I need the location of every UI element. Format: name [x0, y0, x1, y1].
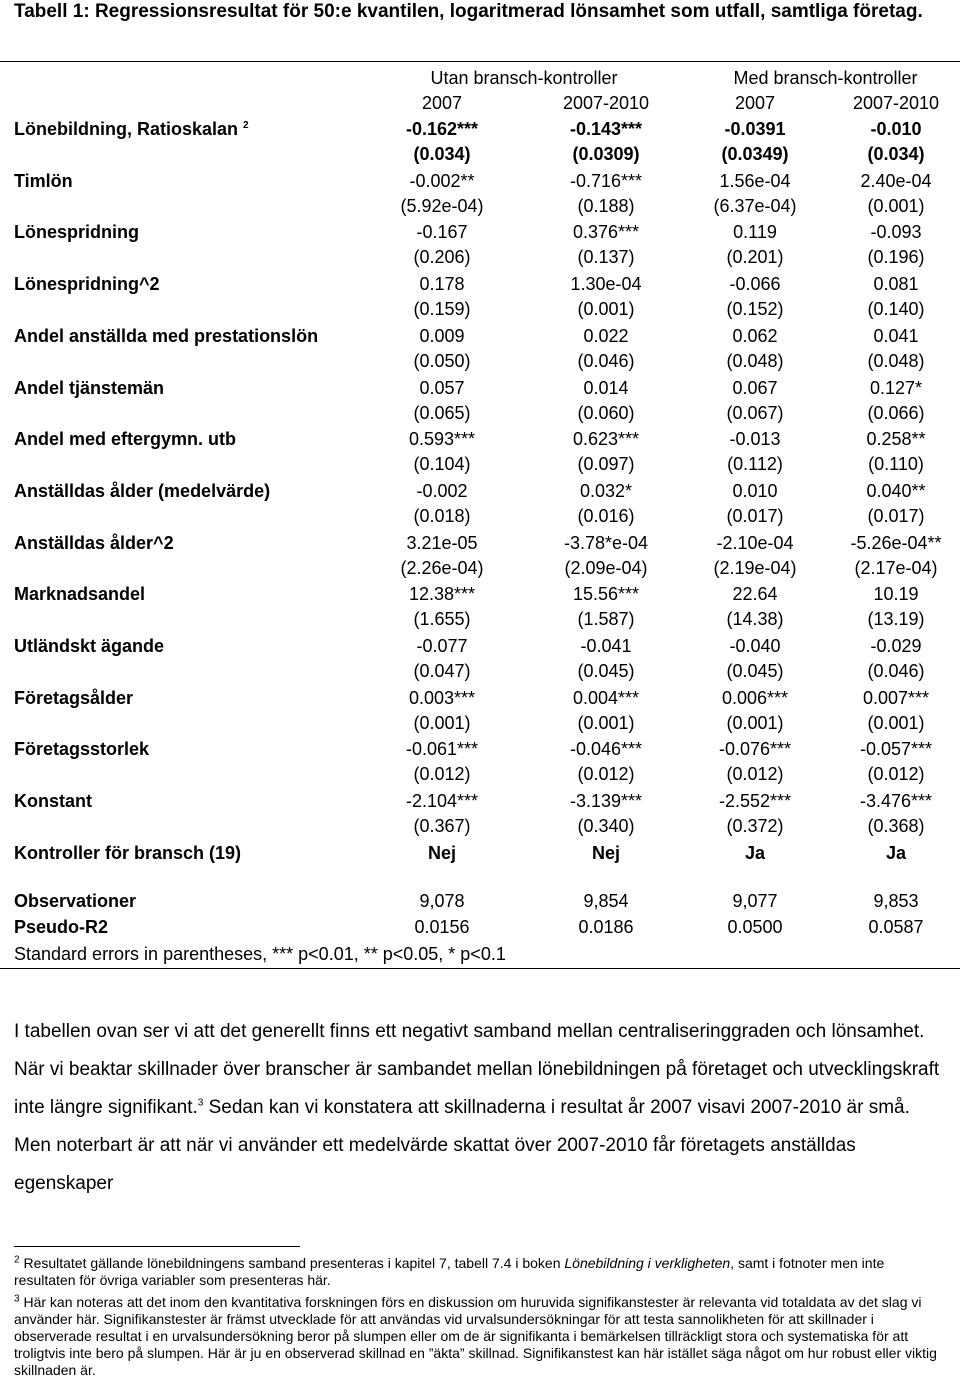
row-label [14, 583, 145, 605]
coef-cell: 0.127* [869, 378, 923, 398]
coef-cell: 2.40e-04 [860, 171, 932, 191]
observations-cell: 9,854 [583, 891, 629, 911]
coef-cell: 0.040** [866, 481, 926, 501]
coef-cell: -0.162*** [405, 119, 479, 139]
table-top-rule [0, 61, 960, 62]
coef-cell: -0.061*** [405, 739, 479, 759]
se-cell: (2.19e-04) [713, 558, 797, 578]
book-title: Lönebildning i verkligheten [564, 1255, 731, 1271]
row-label [14, 170, 73, 192]
row-label-text: Andel tjänstemän [14, 378, 165, 398]
se-cell: (13.19) [867, 609, 925, 629]
se-cell: (0.046) [867, 661, 925, 681]
observations-cell: 9,077 [732, 891, 778, 911]
controls-cell: Nej [427, 843, 456, 863]
coef-cell: -0.167 [416, 222, 468, 242]
se-cell: (0.018) [413, 506, 471, 526]
se-cell: (0.001) [867, 713, 925, 733]
se-cell: (0.047) [413, 661, 471, 681]
se-cell: (0.034) [413, 144, 471, 164]
se-cell: (2.09e-04) [564, 558, 648, 578]
footnote-3 [14, 1294, 944, 1379]
se-cell: (0.012) [413, 764, 471, 784]
se-cell: (0.046) [577, 351, 635, 371]
footnote-text: , samt i fotnoter men inte resultaten för övriga variabler som presenteras här. [14, 1255, 885, 1288]
coef-cell: -0.002** [409, 171, 475, 191]
se-cell: (1.655) [413, 609, 471, 629]
table-bottom-rule [0, 968, 960, 969]
row-label-text: Andel med eftergymn. utb [14, 429, 237, 449]
row-label-text: Anställdas ålder (medelvärde) [14, 481, 271, 501]
row-label [14, 221, 139, 243]
coef-cell: -0.010 [870, 119, 922, 139]
footnote-ref-2: 2 [243, 120, 249, 131]
se-cell: (1.587) [577, 609, 635, 629]
year-header: 2007-2010 [562, 93, 650, 113]
coef-cell: 22.64 [732, 584, 778, 604]
coef-cell: -3.78*e-04 [563, 533, 649, 553]
se-cell: (0.001) [577, 299, 635, 319]
pseudo-r2-cell: 0.0156 [414, 917, 470, 937]
coef-cell: 0.119 [733, 222, 777, 242]
se-cell: (0.201) [726, 247, 784, 267]
controls-label: Kontroller för bransch (19) [14, 843, 242, 863]
row-label-text: Företagsstorlek [14, 739, 150, 759]
controls-cell: Ja [744, 843, 766, 863]
se-cell: (0.140) [867, 299, 925, 319]
se-cell: (0.340) [577, 816, 635, 836]
se-cell: (0.001) [413, 713, 471, 733]
se-cell: (0.012) [577, 764, 635, 784]
footnote-number: 2 [14, 1254, 20, 1266]
se-cell: (0.368) [867, 816, 925, 836]
coef-cell: -0.716*** [569, 171, 643, 191]
se-cell: (0.196) [867, 247, 925, 267]
observations-cell: 9,853 [873, 891, 919, 911]
coef-cell: -0.066 [729, 274, 781, 294]
se-cell: (0.066) [867, 403, 925, 423]
body-text-part1: I tabellen ovan ser vi att det generellt finns ett negativt samband mellan centraliseringgraden och lönsamhet. När vi beaktar skillnader över branscher är sambandet mellan lönebildningen på företaget och utvecklingskraft inte längre signifikant. [14, 1021, 940, 1118]
footnote-text: Här kan noteras att det inom den kvantitativa forskningen förs en diskussion om huruvida signifikanstester är relevanta vid totaldata av det slag vi använder här. Signifikanstester är främst utvecklade för att användas vid urvalsundersökningar för att testa sannolikheten för att skillnader i observerade resultat i en urvalsundersökning beror på slumpen eller om de är signifikanta i bemärkelsen tillräckligt stora och systematiska för att troligtvis inte bero på slumpen. Här är ju en observerad skillnad en ”äkta” skillnad. Signifikanstest kan här istället säga något om hur robust eller viktig skillnaden är. [14, 1294, 937, 1378]
coef-cell: 0.041 [873, 326, 919, 346]
year-header: 2007 [734, 93, 776, 113]
se-cell: (0.0309) [572, 144, 640, 164]
se-cell: (0.188) [577, 196, 635, 216]
observations-label: Observationer [14, 891, 137, 911]
group-header-no-industry: Utan bransch-kontroller [430, 68, 618, 88]
se-cell: (0.110) [868, 454, 924, 474]
se-cell: (0.067) [726, 403, 784, 423]
coef-cell: 0.007*** [862, 688, 930, 708]
body-paragraph [14, 1013, 944, 1203]
se-cell: (0.045) [726, 661, 784, 681]
row-label [14, 635, 164, 657]
footnote-separator [14, 1246, 300, 1247]
coef-cell: -0.041 [580, 636, 632, 656]
se-cell: (0.060) [577, 403, 635, 423]
se-cell: (0.001) [867, 196, 925, 216]
coef-cell: 0.004*** [572, 688, 640, 708]
row-label [14, 377, 164, 399]
pseudo-r2-cell: 0.0587 [868, 917, 924, 937]
se-cell: (6.37e-04) [713, 196, 797, 216]
coef-cell: 0.623*** [572, 429, 640, 449]
coef-cell: 0.081 [873, 274, 919, 294]
row-label-text: Utländskt ägande [14, 636, 165, 656]
se-cell: (0.097) [577, 454, 635, 474]
coef-cell: 1.56e-04 [719, 171, 791, 191]
row-label-text: Lönespridning^2 [14, 274, 160, 294]
coef-cell: 0.258** [866, 429, 926, 449]
se-cell: (0.048) [726, 351, 784, 371]
coef-cell: -0.143*** [569, 119, 643, 139]
coef-cell: 0.057 [419, 378, 465, 398]
row-label [14, 790, 92, 812]
table-note: Standard errors in parentheses, *** p<0.01, ** p<0.05, * p<0.1 [14, 944, 506, 964]
se-cell: (14.38) [726, 609, 784, 629]
se-cell: (0.206) [413, 247, 471, 267]
coef-cell: 0.376*** [572, 222, 640, 242]
year-header: 2007 [421, 93, 463, 113]
footnote-text: Resultatet gällande lönebildningens samband presenteras i kapitel 7, tabell 7.4 i boken [23, 1255, 565, 1271]
coef-cell: 0.067 [732, 378, 778, 398]
coef-cell: -0.093 [870, 222, 922, 242]
row-label-text: Anställdas ålder^2 [14, 533, 174, 553]
row-label [14, 118, 249, 140]
coef-cell: -0.046*** [569, 739, 643, 759]
coef-cell: -0.002 [416, 481, 468, 501]
se-cell: (0.104) [413, 454, 471, 474]
se-cell: (0.152) [726, 299, 784, 319]
footnote-ref-3: 3 [197, 1097, 204, 1109]
footnote-2 [14, 1255, 944, 1289]
row-label-text: Timlön [14, 171, 73, 191]
coef-cell: -0.057*** [859, 739, 933, 759]
se-cell: (2.26e-04) [400, 558, 484, 578]
coef-cell: 0.178 [419, 274, 465, 294]
coef-cell: 15.56*** [572, 584, 640, 604]
coef-cell: 0.032* [579, 481, 633, 501]
se-cell: (0.159) [413, 299, 471, 319]
coef-cell: -2.552*** [718, 791, 792, 811]
coef-cell: -0.0391 [724, 119, 786, 139]
row-label-text: Företagsålder [14, 688, 134, 708]
coef-cell: 3.21e-05 [406, 533, 478, 553]
se-cell: (0.137) [577, 247, 635, 267]
coef-cell: 0.003*** [408, 688, 476, 708]
body-text-part2: Sedan kan vi konstatera att skillnaderna i resultat år 2007 visavi 2007-2010 är små. Men noterbart är att när vi använder ett medelvärde skattat över 2007-2010 får företagets anställdas egenskaper [14, 1097, 910, 1194]
pseudo-r2-cell: 0.0500 [727, 917, 783, 937]
coef-cell: -0.029 [870, 636, 922, 656]
coef-cell: 0.014 [583, 378, 629, 398]
coef-cell: 0.062 [732, 326, 778, 346]
pseudo-r2-label: Pseudo-R2 [14, 917, 109, 937]
coef-cell: 0.010 [732, 481, 778, 501]
row-label [14, 273, 160, 295]
se-cell: (0.065) [413, 403, 471, 423]
row-label [14, 738, 149, 760]
coef-cell: 0.006*** [721, 688, 789, 708]
row-label-text: Konstant [14, 791, 92, 811]
row-label-text: Marknadsandel [14, 584, 146, 604]
coef-cell: -2.104*** [405, 791, 479, 811]
se-cell: (0.017) [726, 506, 784, 526]
row-label-text: Lönebildning, Ratioskalan [14, 119, 239, 139]
coef-cell: 0.009 [419, 326, 465, 346]
se-cell: (0.367) [413, 816, 471, 836]
se-cell: (0.050) [413, 351, 471, 371]
se-cell: (0.017) [867, 506, 925, 526]
controls-cell: Nej [591, 843, 620, 863]
se-cell: (0.012) [726, 764, 784, 784]
pseudo-r2-cell: 0.0186 [578, 917, 634, 937]
row-label [14, 532, 174, 554]
coef-cell: -3.139*** [569, 791, 643, 811]
coef-cell: -0.076*** [718, 739, 792, 759]
se-cell: (0.001) [577, 713, 635, 733]
table-title: Tabell 1: Regressionsresultat för 50:e kvantilen, logaritmerad lönsamhet som utfall, samtliga företag. [14, 1, 923, 22]
se-cell: (5.92e-04) [400, 196, 484, 216]
se-cell: (0.0349) [721, 144, 789, 164]
observations-cell: 9,078 [419, 891, 465, 911]
group-header-with-industry: Med bransch-kontroller [733, 68, 918, 88]
se-cell: (0.016) [577, 506, 635, 526]
row-label-text: Andel anställda med prestationslön [14, 326, 319, 346]
se-cell: (0.034) [867, 144, 925, 164]
coef-cell: -5.26e-04** [850, 533, 942, 553]
coef-cell: 1.30e-04 [570, 274, 642, 294]
row-label [14, 428, 236, 450]
se-cell: (0.045) [577, 661, 635, 681]
coef-cell: -0.040 [729, 636, 781, 656]
controls-cell: Ja [885, 843, 907, 863]
row-label-text: Lönespridning [14, 222, 139, 242]
se-cell: (0.001) [726, 713, 784, 733]
row-label [14, 325, 318, 347]
row-label [14, 687, 133, 709]
coef-cell: -3.476*** [859, 791, 933, 811]
row-label [14, 480, 270, 502]
se-cell: (0.112) [727, 454, 783, 474]
coef-cell: 12.38*** [408, 584, 476, 604]
coef-cell: 0.593*** [408, 429, 476, 449]
coef-cell: -2.10e-04 [716, 533, 794, 553]
se-cell: (0.372) [726, 816, 784, 836]
coef-cell: 0.022 [583, 326, 629, 346]
coef-cell: -0.013 [729, 429, 781, 449]
se-cell: (0.048) [867, 351, 925, 371]
se-cell: (2.17e-04) [854, 558, 938, 578]
se-cell: (0.012) [867, 764, 925, 784]
coef-cell: -0.077 [416, 636, 468, 656]
footnote-number: 3 [14, 1293, 20, 1305]
coef-cell: 10.19 [873, 584, 919, 604]
year-header: 2007-2010 [852, 93, 940, 113]
